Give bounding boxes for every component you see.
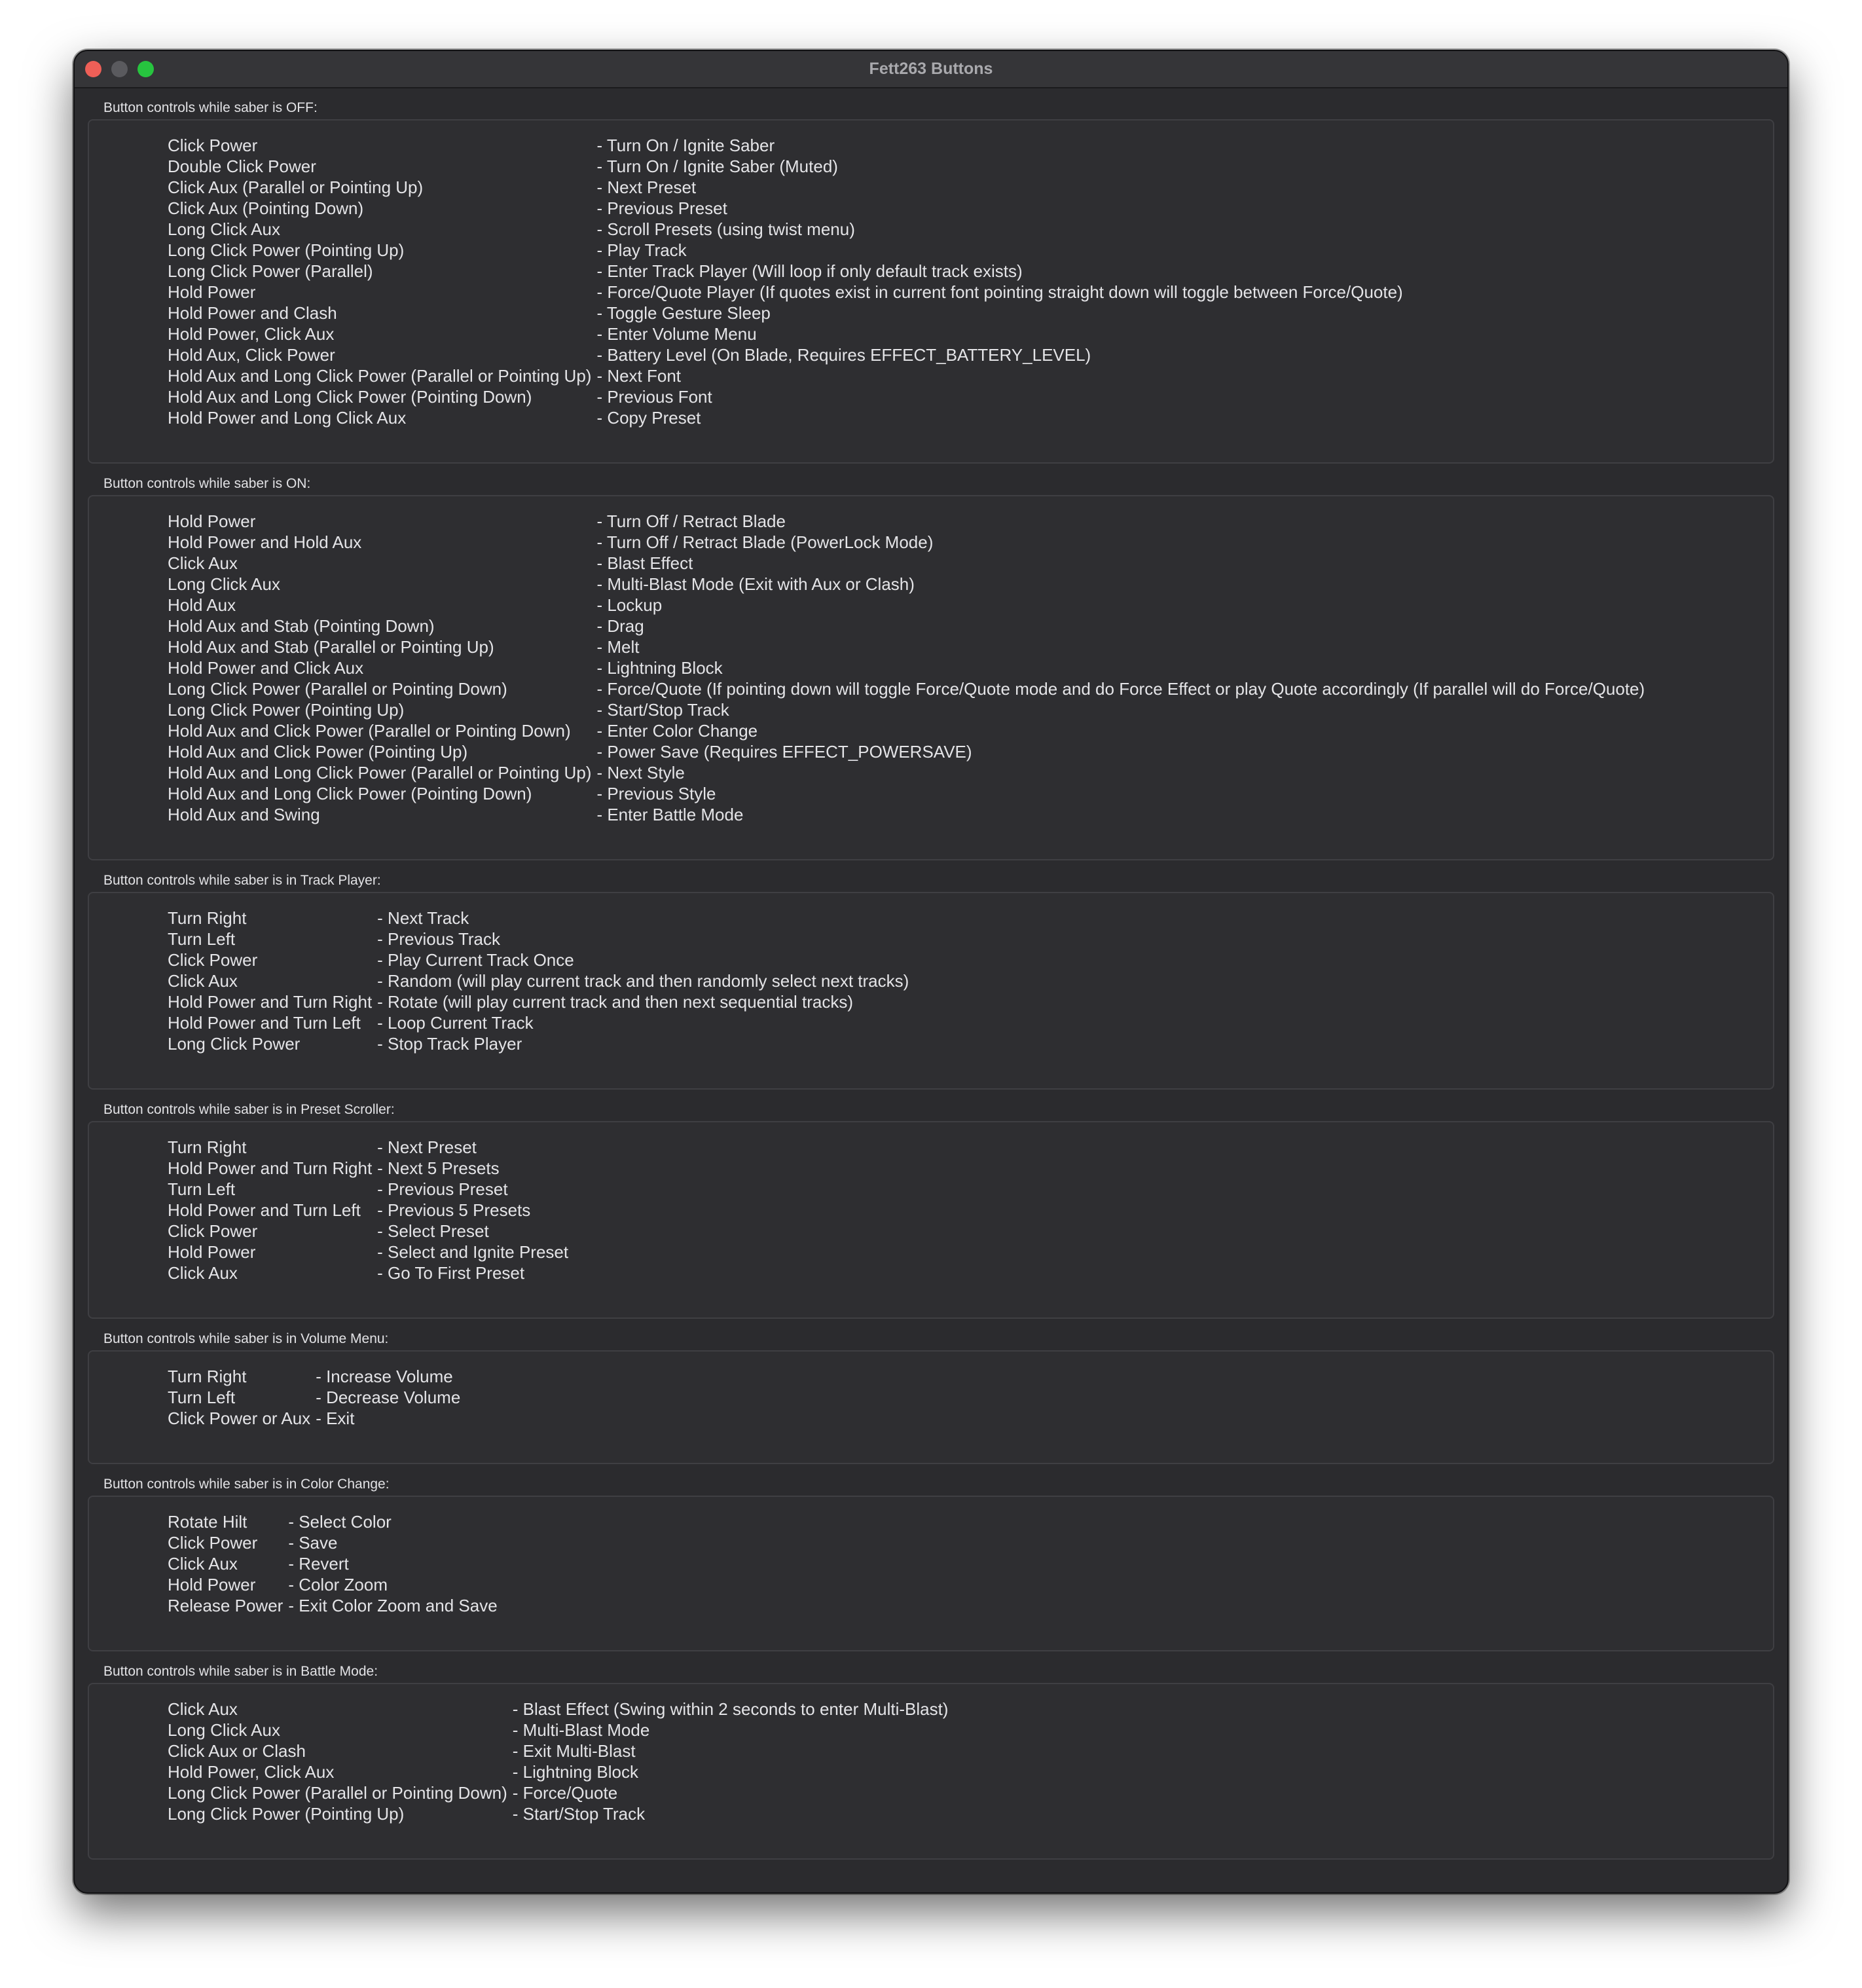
button-combo: Turn Right [168, 1137, 247, 1157]
app-window [73, 50, 1789, 1894]
button-combo: Hold Aux and Long Click Power (Parallel or Pointing Up) [168, 763, 592, 782]
action-description: - Battery Level (On Blade, Requires EFFECT_BATTERY_LEVEL) [596, 345, 1091, 365]
control-row [168, 240, 1403, 261]
control-row [168, 1782, 948, 1803]
button-combo: Hold Aux and Long Click Power (Pointing Down) [168, 387, 532, 407]
button-combo: Click Aux or Clash [168, 1741, 306, 1761]
section-box-off [88, 119, 1774, 464]
button-combo: Hold Aux [168, 595, 236, 615]
control-row [168, 741, 1645, 762]
action-description: - Go To First Preset [377, 1263, 525, 1283]
action-description: - Rotate (will play current track and then next sequential tracks) [377, 992, 854, 1012]
button-combo: Long Click Power (Parallel or Pointing Down) [168, 1783, 507, 1803]
section-label-battle-mode: Button controls while saber is in Battle Mode: [103, 1664, 378, 1679]
button-combo: Long Click Power (Parallel) [168, 261, 373, 281]
action-description: - Increase Volume [316, 1367, 453, 1386]
action-description: - Next Track [377, 908, 469, 928]
button-combo: Click Power or Aux [168, 1408, 311, 1428]
button-combo: Hold Power and Clash [168, 303, 337, 323]
action-description: - Color Zoom [288, 1575, 388, 1594]
action-description: - Melt [596, 637, 640, 657]
action-description: - Enter Volume Menu [596, 324, 757, 344]
control-row [168, 1012, 909, 1033]
button-combo: Click Aux [168, 1699, 238, 1719]
action-description: - Play Track [596, 240, 687, 260]
section-box-preset-scroller [88, 1121, 1774, 1319]
control-row [168, 1740, 948, 1761]
button-combo: Turn Left [168, 1179, 236, 1199]
control-row [168, 699, 1645, 720]
content-area [75, 88, 1787, 1892]
button-combo: Hold Power and Turn Right [168, 992, 373, 1012]
control-row [168, 1242, 568, 1262]
action-description: - Toggle Gesture Sleep [596, 303, 771, 323]
control-row [168, 1158, 568, 1179]
action-description: - Play Current Track Once [377, 950, 574, 970]
control-row [168, 1387, 460, 1408]
action-description: - Lockup [596, 595, 663, 615]
action-description: - Enter Color Change [596, 721, 758, 741]
action-description: - Force/Quote [512, 1783, 618, 1803]
control-row [168, 678, 1645, 699]
control-row [168, 198, 1403, 219]
button-combo: Hold Power and Click Aux [168, 658, 364, 678]
button-combo: Hold Aux and Stab (Pointing Down) [168, 616, 435, 636]
button-combo: Click Power [168, 950, 258, 970]
action-description: - Previous Preset [596, 198, 727, 218]
section-box-on [88, 495, 1774, 860]
controls-table-volume-menu [168, 1366, 460, 1429]
controls-table-preset-scroller [168, 1137, 568, 1283]
control-row [168, 1511, 498, 1532]
action-description: - Previous Track [377, 929, 500, 949]
button-combo: Hold Power, Click Aux [168, 1762, 335, 1782]
control-row [168, 720, 1645, 741]
control-row [168, 323, 1403, 344]
button-combo: Click Aux [168, 971, 238, 991]
button-combo: Long Click Power [168, 1034, 301, 1054]
control-row [168, 949, 909, 970]
action-description: - Select Preset [377, 1221, 489, 1241]
control-row [168, 1366, 460, 1387]
control-row [168, 1137, 568, 1158]
control-row [168, 219, 1403, 240]
button-combo: Click Aux (Parallel or Pointing Up) [168, 177, 424, 197]
button-combo: Long Click Aux [168, 574, 280, 594]
control-row [168, 762, 1645, 783]
action-description: - Random (will play current track and then randomly select next tracks) [377, 971, 909, 991]
button-combo: Hold Aux and Swing [168, 805, 320, 824]
button-combo: Rotate Hilt [168, 1512, 247, 1532]
action-description: - Turn Off / Retract Blade (PowerLock Mode) [596, 532, 934, 552]
button-combo: Long Click Aux [168, 219, 280, 239]
action-description: - Enter Battle Mode [596, 805, 744, 824]
button-combo: Hold Power and Turn Right [168, 1158, 373, 1178]
control-row [168, 177, 1403, 198]
action-description: - Multi-Blast Mode [512, 1720, 650, 1740]
action-description: - Turn On / Ignite Saber [596, 136, 775, 155]
action-description: - Revert [288, 1554, 349, 1574]
button-combo: Hold Power, Click Aux [168, 324, 335, 344]
button-combo: Long Click Power (Parallel or Pointing Down) [168, 679, 507, 699]
action-description: - Turn On / Ignite Saber (Muted) [596, 156, 838, 176]
button-combo: Hold Power [168, 282, 256, 302]
control-row [168, 1720, 948, 1740]
button-combo: Turn Right [168, 1367, 247, 1386]
section-label-preset-scroller: Button controls while saber is in Preset Scroller: [103, 1102, 395, 1117]
control-row [168, 261, 1403, 282]
button-combo: Hold Power [168, 511, 256, 531]
control-row [168, 344, 1403, 365]
button-combo: Turn Right [168, 908, 247, 928]
controls-table-color-change [168, 1511, 498, 1616]
action-description: - Start/Stop Track [512, 1804, 646, 1824]
control-row [168, 595, 1645, 616]
action-description: - Exit Color Zoom and Save [288, 1596, 498, 1615]
button-combo: Turn Left [168, 929, 236, 949]
title-bar[interactable] [75, 51, 1787, 88]
button-combo: Hold Aux and Long Click Power (Pointing Down) [168, 784, 532, 803]
control-row [168, 1699, 948, 1720]
control-row [168, 553, 1645, 574]
control-row [168, 407, 1403, 428]
button-combo: Hold Aux, Click Power [168, 345, 335, 365]
button-combo: Long Click Power (Pointing Up) [168, 240, 405, 260]
action-description: - Stop Track Player [377, 1034, 522, 1054]
zoom-button[interactable] [137, 61, 154, 77]
action-description: - Drag [596, 616, 644, 636]
control-row [168, 970, 909, 991]
action-description: - Select and Ignite Preset [377, 1242, 569, 1262]
button-combo: Hold Power and Long Click Aux [168, 408, 407, 428]
window-title: Fett263 Buttons [869, 60, 993, 78]
control-row [168, 156, 1403, 177]
control-row [168, 1761, 948, 1782]
button-combo: Click Aux [168, 1263, 238, 1283]
button-combo: Hold Aux and Click Power (Parallel or Pointing Down) [168, 721, 571, 741]
action-description: - Next Font [596, 366, 682, 386]
action-description: - Enter Track Player (Will loop if only default track exists) [596, 261, 1023, 281]
action-description: - Previous Style [596, 784, 716, 803]
action-description: - Power Save (Requires EFFECT_POWERSAVE) [596, 742, 972, 762]
control-row [168, 657, 1645, 678]
control-row [168, 1803, 948, 1824]
button-combo: Click Power [168, 1221, 258, 1241]
button-combo: Double Click Power [168, 156, 316, 176]
action-description: - Decrease Volume [316, 1388, 461, 1407]
controls-table-battle-mode [168, 1699, 948, 1824]
control-row [168, 908, 909, 929]
action-description: - Save [288, 1533, 338, 1553]
action-description: - Previous Font [596, 387, 712, 407]
control-row [168, 574, 1645, 595]
minimize-button[interactable] [111, 61, 128, 77]
control-row [168, 1532, 498, 1553]
control-row [168, 1553, 498, 1574]
action-description: - Force/Quote Player (If quotes exist in current font pointing straight down will toggle between Force/Quote) [596, 282, 1403, 302]
control-row [168, 1595, 498, 1616]
section-box-battle-mode [88, 1683, 1774, 1860]
control-row [168, 991, 909, 1012]
control-row [168, 1408, 460, 1429]
controls-table-off [168, 135, 1403, 428]
control-row [168, 532, 1645, 553]
button-combo: Long Click Power (Pointing Up) [168, 1804, 405, 1824]
action-description: - Force/Quote (If pointing down will toggle Force/Quote mode and do Force Effect or play Quote accordingly (If parallel will do Force/Quote) [596, 679, 1645, 699]
control-row [168, 135, 1403, 156]
action-description: - Blast Effect [596, 553, 693, 573]
section-label-off: Button controls while saber is OFF: [103, 100, 318, 115]
control-row [168, 804, 1645, 825]
section-label-track-player: Button controls while saber is in Track Player: [103, 873, 381, 888]
button-combo: Click Power [168, 136, 258, 155]
action-description: - Exit Multi-Blast [512, 1741, 636, 1761]
control-row [168, 616, 1645, 636]
control-row [168, 282, 1403, 303]
action-description: - Multi-Blast Mode (Exit with Aux or Clash) [596, 574, 915, 594]
section-label-color-change: Button controls while saber is in Color Change: [103, 1477, 390, 1492]
button-combo: Hold Power [168, 1242, 256, 1262]
action-description: - Scroll Presets (using twist menu) [596, 219, 855, 239]
button-combo: Hold Aux and Long Click Power (Parallel or Pointing Up) [168, 366, 592, 386]
button-combo: Click Power [168, 1533, 258, 1553]
button-combo: Turn Left [168, 1388, 236, 1407]
button-combo: Hold Power [168, 1575, 256, 1594]
action-description: - Previous 5 Presets [377, 1200, 531, 1220]
button-combo: Long Click Power (Pointing Up) [168, 700, 405, 720]
control-row [168, 303, 1403, 323]
section-label-on: Button controls while saber is ON: [103, 476, 311, 491]
button-combo: Hold Aux and Stab (Parallel or Pointing Up) [168, 637, 494, 657]
control-row [168, 1179, 568, 1200]
control-row [168, 365, 1403, 386]
close-button[interactable] [85, 61, 101, 77]
action-description: - Turn Off / Retract Blade [596, 511, 786, 531]
button-combo: Long Click Aux [168, 1720, 280, 1740]
section-box-color-change [88, 1496, 1774, 1651]
button-combo: Hold Power and Hold Aux [168, 532, 362, 552]
button-combo: Release Power [168, 1596, 283, 1615]
section-label-volume-menu: Button controls while saber is in Volume Menu: [103, 1331, 389, 1346]
button-combo: Click Aux [168, 1554, 238, 1574]
action-description: - Lightning Block [596, 658, 723, 678]
action-description: - Start/Stop Track [596, 700, 729, 720]
action-description: - Lightning Block [512, 1762, 639, 1782]
section-box-volume-menu [88, 1350, 1774, 1464]
control-row [168, 386, 1403, 407]
control-row [168, 783, 1645, 804]
action-description: - Next Preset [377, 1137, 477, 1157]
action-description: - Blast Effect (Swing within 2 seconds to enter Multi-Blast) [512, 1699, 949, 1719]
action-description: - Exit [316, 1408, 355, 1428]
action-description: - Next Preset [596, 177, 697, 197]
action-description: - Select Color [288, 1512, 392, 1532]
control-row [168, 1221, 568, 1242]
control-row [168, 511, 1645, 532]
action-description: - Previous Preset [377, 1179, 508, 1199]
controls-table-track-player [168, 908, 909, 1054]
button-combo: Hold Power and Turn Left [168, 1200, 361, 1220]
control-row [168, 1262, 568, 1283]
action-description: - Copy Preset [596, 408, 701, 428]
control-row [168, 1574, 498, 1595]
button-combo: Hold Aux and Click Power (Pointing Up) [168, 742, 468, 762]
button-combo: Hold Power and Turn Left [168, 1013, 361, 1033]
section-box-track-player [88, 892, 1774, 1090]
action-description: - Loop Current Track [377, 1013, 534, 1033]
button-combo: Click Aux [168, 553, 238, 573]
button-combo: Click Aux (Pointing Down) [168, 198, 364, 218]
control-row [168, 1033, 909, 1054]
control-row [168, 1200, 568, 1221]
control-row [168, 929, 909, 949]
controls-table-on [168, 511, 1645, 825]
action-description: - Next Style [596, 763, 685, 782]
control-row [168, 636, 1645, 657]
action-description: - Next 5 Presets [377, 1158, 500, 1178]
